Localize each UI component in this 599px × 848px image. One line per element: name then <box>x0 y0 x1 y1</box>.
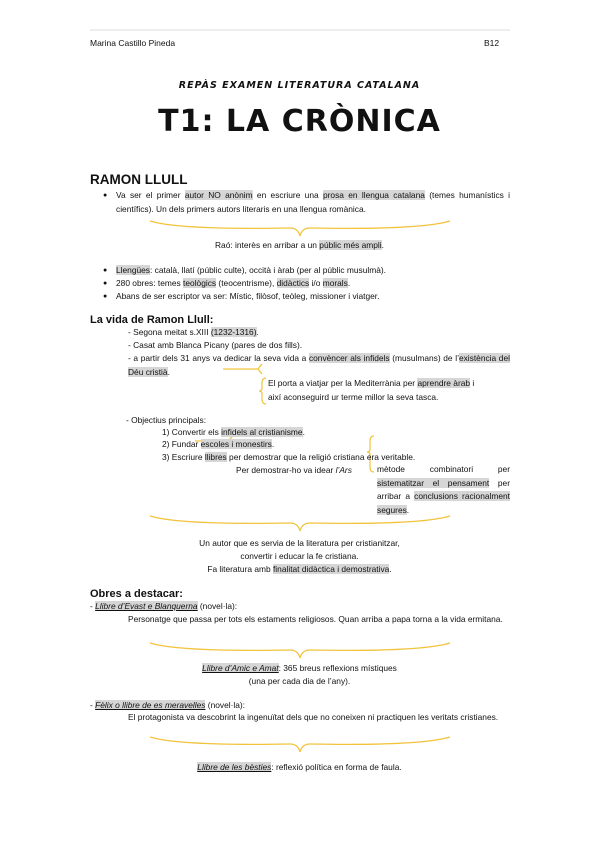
life-line-1: - Segona meitat s.XIII (1232-1316). <box>128 327 259 337</box>
life-line-2: - Casat amb Blanca Picany (pares de dos fills). <box>128 340 303 350</box>
work-1-title: - Llibre d’Evast e Blanquerna (novel·la): <box>90 601 238 611</box>
objective-1: 1) Convertir els infidels al cristianisme. <box>162 427 305 437</box>
life-line-3: - a partir dels 31 anys va dedicar la seva vida a convèncer als infidels (musulmans) de l’existència del Déu cristià. <box>128 353 510 377</box>
method-description: mètode combinatori per sistematitzar el pensament per arribar a conclusions racionalment segures. <box>377 464 510 515</box>
works-heading: Obres a destacar: <box>90 588 183 600</box>
section-heading: RAMON LLULL <box>90 172 188 187</box>
ars-line: Per demostrar-ho va idear l’Ars <box>236 465 352 475</box>
bullet-first-author: ● Va ser el primer autor NO anònim en escriure una prosa en llengua catalana (temes humanístics i científics). Un dels primers autors literaris en una llengua romànica. <box>116 189 510 216</box>
brace-work3 <box>150 737 450 752</box>
reason-line: Raó: interès en arribar a un públic més ampli. <box>215 240 384 250</box>
header-code: B12 <box>484 38 500 48</box>
summary-line-2: convertir i educar la fe cristiana. <box>240 551 359 561</box>
objectives-label: - Objectius principals: <box>126 415 207 425</box>
bullet-before-writer: ● Abans de ser escriptor va ser: Místic, filòsof, teòleg, missioner i viatger. <box>116 290 510 304</box>
brace-reason <box>150 221 450 236</box>
brace-note <box>259 378 266 404</box>
work-2-title: Llibre d’Amic e Amat: 365 breus reflexions místiques <box>202 663 397 673</box>
summary-line-3: Fa literatura amb finalitat didàctica i demostrativa. <box>207 564 392 574</box>
header-author: Marina Castillo Pineda <box>90 38 176 48</box>
page-subtitle: REPÀS EXAMEN LITERATURA CATALANA <box>178 80 421 91</box>
work-1-description: Personatge que passa per tots els estaments religiosos. Quan arriba a papa torna a la vida ermitana. <box>128 614 503 624</box>
brace-summary <box>150 516 450 531</box>
summary-line-1: Un autor que es servia de la literatura per cristianitzar, <box>199 538 400 548</box>
brace-work1 <box>150 643 450 658</box>
work-2-note: (una per cada dia de l’any). <box>248 676 351 686</box>
bullet-works: ● 280 obres: temes teològics (teocentrisme), didàctics i/o morals. <box>116 277 510 291</box>
life-note: El porta a viatjar per la Mediterrània per aprendre àrab i així aconseguird ur terme millor la seva tasca. <box>268 378 475 402</box>
work-3-description: El protagonista va descobrint la ingenuïtat dels que no coneixen ni practiquen les veritats cristianes. <box>128 712 499 722</box>
bullet-languages: ● Llengües: català, llatí (públic culte), occità i àrab (per al públic musulmà). <box>116 264 510 278</box>
objective-2: 2) Fundar escoles i monestirs. <box>162 439 275 449</box>
page-title: T1: LA CRÒNICA <box>158 104 441 139</box>
work-3-title: - Fèlix o llibre de es meravelles (novel·la): <box>90 700 246 710</box>
life-heading: La vida de Ramon Llull: <box>90 314 214 326</box>
work-4-title: Llibre de les bèsties: reflexió política en forma de faula. <box>197 762 402 772</box>
objective-3: 3) Escriure llibres per demostrar que la religió cristiana era veritable. <box>162 452 416 462</box>
